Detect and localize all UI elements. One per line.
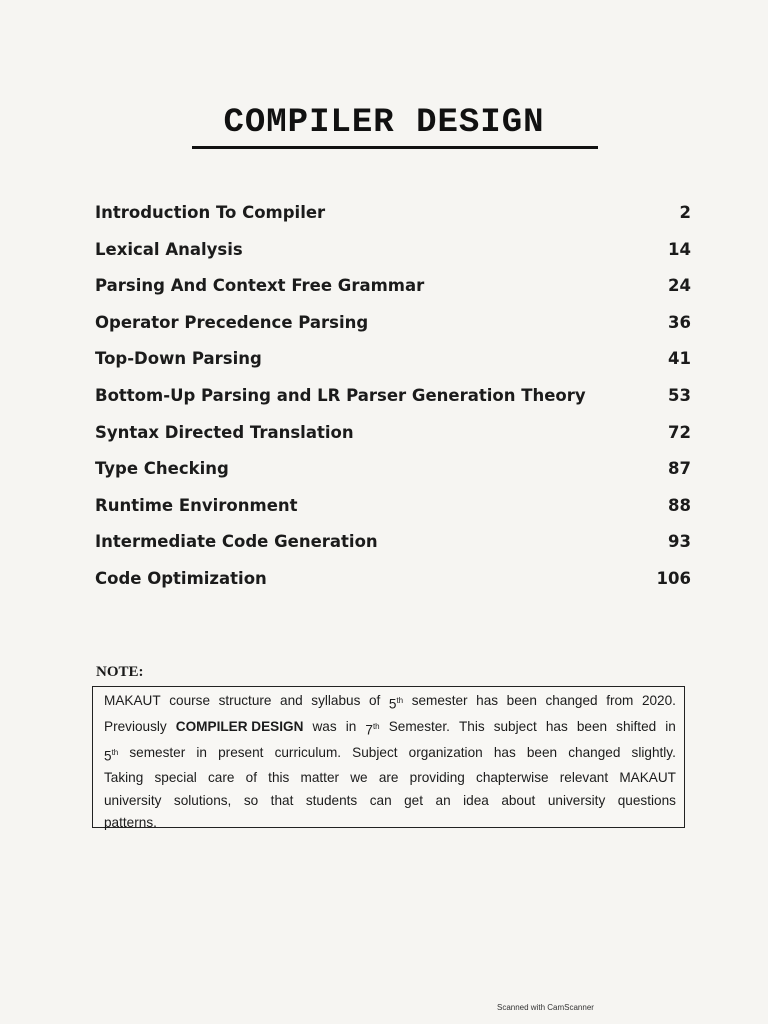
note-ordinal-suffix: th (372, 721, 380, 731)
note-word: can (369, 792, 392, 808)
note-word: students (305, 792, 358, 808)
toc-page: 88 (668, 495, 691, 515)
note-word: of (245, 770, 257, 786)
note-word: questions (617, 792, 676, 808)
note-ordinal (104, 742, 118, 768)
note-word: relevant (559, 770, 609, 786)
note-word: this (268, 770, 290, 786)
toc-chapter: Operator Precedence Parsing (95, 312, 369, 332)
note-word: from (606, 693, 634, 708)
toc-chapter: Top-Down Parsing (95, 349, 262, 369)
note-word: an (435, 792, 451, 808)
note-line (104, 742, 676, 768)
table-of-contents (95, 203, 691, 606)
note-line (104, 690, 676, 716)
note-word: matter (300, 770, 340, 786)
note-word: has (476, 693, 499, 708)
toc-chapter: Lexical Analysis (95, 239, 243, 259)
note-word: solutions, (173, 792, 232, 808)
scanner-watermark: Scanned with CamScanner (497, 1003, 594, 1012)
note-line (104, 767, 676, 789)
note-line (104, 812, 676, 834)
note-box (92, 686, 685, 831)
toc-row (95, 349, 691, 386)
toc-chapter: Type Checking (95, 459, 229, 479)
note-word: we (350, 770, 368, 786)
note-word: MAKAUT (104, 693, 161, 708)
note-word: 2020. (641, 693, 676, 708)
note-ordinal-suffix: th (396, 696, 404, 705)
note-word: subject (493, 718, 537, 734)
toc-chapter: Code Optimization (95, 568, 267, 588)
note-word: semester (411, 693, 468, 708)
note-word: changed (568, 744, 621, 760)
note-word: university (104, 792, 162, 808)
note-word: in (345, 718, 357, 734)
toc-row (95, 276, 691, 313)
note-word: get (404, 792, 424, 808)
note-ordinal-suffix: th (111, 747, 119, 757)
toc-row (95, 459, 691, 496)
note-word: care (208, 770, 235, 786)
note-line (104, 790, 676, 812)
note-word: Taking (104, 770, 144, 786)
note-word: providing (409, 770, 465, 786)
note-word: Previously (104, 718, 167, 734)
toc-page: 87 (668, 459, 691, 479)
toc-chapter: Introduction To Compiler (95, 203, 326, 222)
toc-row (95, 423, 691, 460)
note-word: been (576, 718, 608, 734)
note-word: been (506, 693, 537, 708)
note-word: that (270, 792, 294, 808)
note-ordinal (365, 716, 379, 742)
note-word: semester (129, 744, 186, 760)
title-underline (192, 146, 598, 149)
note-word: about (501, 792, 536, 808)
toc-page: 2 (679, 203, 691, 222)
toc-page: 24 (668, 276, 691, 296)
toc-row (95, 240, 691, 277)
toc-row (95, 203, 691, 240)
toc-page: 14 (668, 239, 691, 259)
note-word: shifted (616, 718, 657, 734)
toc-page: 106 (656, 568, 691, 588)
note-ordinal-number: 5 (388, 696, 397, 712)
note-word: so (243, 792, 259, 808)
note-word: idea (463, 792, 489, 808)
note-word: of (368, 693, 381, 708)
note-word: course (169, 693, 211, 708)
note-label: NOTE: (96, 664, 144, 680)
note-word: organization (408, 744, 483, 760)
note-word: Semester. (388, 718, 450, 734)
toc-row (95, 313, 691, 350)
note-word: curriculum. (274, 744, 342, 760)
toc-chapter: Syntax Directed Translation (95, 422, 354, 442)
note-word: This (458, 718, 485, 734)
note-word: are (378, 770, 399, 786)
toc-row (95, 532, 691, 569)
toc-page: 53 (668, 385, 691, 405)
note-word: has (545, 718, 568, 734)
note-ordinal-number: 7 (365, 722, 373, 738)
note-word: Subject (352, 744, 398, 760)
note-word: was (312, 718, 337, 734)
note-ordinal-number: 5 (104, 748, 112, 764)
note-word: slightly. (631, 744, 676, 760)
note-word: chapterwise (476, 770, 549, 786)
note-word: university (547, 792, 606, 808)
toc-page: 41 (668, 349, 691, 369)
note-word: has (493, 744, 516, 760)
note-word: structure (218, 693, 272, 708)
note-word: MAKAUT (619, 770, 676, 786)
toc-chapter: Intermediate Code Generation (95, 532, 378, 552)
toc-chapter: Parsing And Context Free Grammar (95, 276, 425, 296)
toc-chapter: Runtime Environment (95, 495, 298, 515)
note-word: special (154, 770, 197, 786)
note-word: present (218, 744, 264, 760)
note-subject-name: COMPILER DESIGN (175, 718, 304, 734)
toc-row (95, 569, 691, 606)
note-line (104, 716, 676, 742)
toc-row (95, 496, 691, 533)
toc-page: 93 (668, 532, 691, 552)
toc-page: 72 (668, 422, 691, 442)
page-title: COMPILER DESIGN (223, 104, 545, 142)
note-word: in (196, 744, 207, 760)
note-word: in (665, 718, 676, 734)
note-ordinal (389, 690, 403, 716)
toc-page: 36 (668, 312, 691, 332)
note-word: changed (545, 693, 598, 708)
toc-row (95, 386, 691, 423)
note-word: and (280, 693, 303, 708)
note-word: patterns. (104, 815, 157, 831)
note-word: been (526, 744, 558, 760)
note-word: syllabus (311, 693, 361, 708)
toc-chapter: Bottom-Up Parsing and LR Parser Generation Theory (95, 385, 586, 405)
